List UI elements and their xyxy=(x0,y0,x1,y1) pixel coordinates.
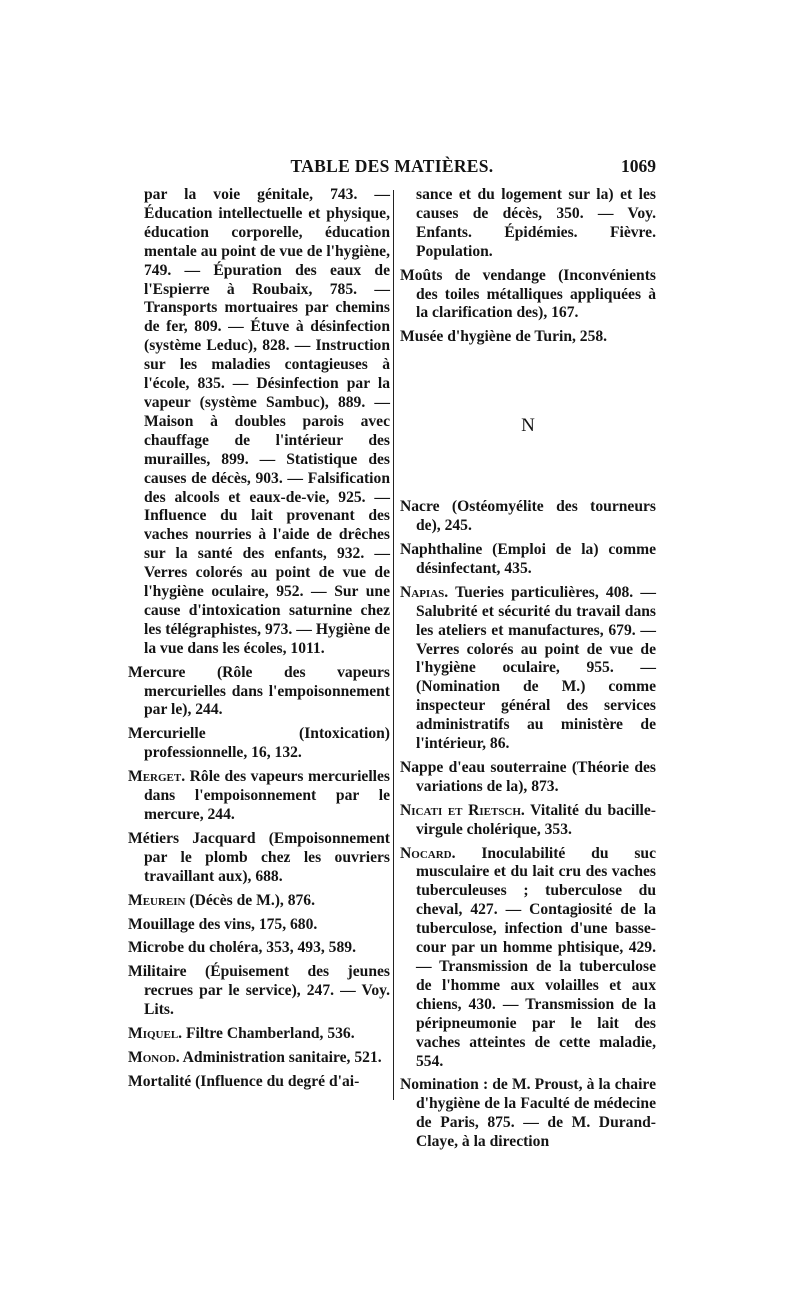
running-title: TABLE DES MATIÈRES. xyxy=(290,156,494,176)
left-column xyxy=(128,186,390,1097)
entry-text: Rôle des vapeurs mercurielles dans l'empoisonnement par le mercure, 244. xyxy=(144,768,390,823)
author-name: Nocard. xyxy=(400,844,456,862)
entry-text: (Décès de M.), 876. xyxy=(189,891,315,909)
index-entry xyxy=(128,1073,390,1092)
entry-text: Moûts de vendange (Inconvénients des toiles métalliques appliquées à la clarification des), 167. xyxy=(400,266,656,322)
index-entry-author xyxy=(400,802,656,840)
index-entry xyxy=(128,725,390,763)
entry-text: sance et du logement sur la) et les causes de décès, 350. — Voy. Enfants. Épidémies. Fièvre. Population. xyxy=(416,186,656,260)
index-entry xyxy=(400,498,656,536)
entry-text: Administration sanitaire, 521. xyxy=(182,1048,382,1066)
entry-text: Nomination : de M. Proust, à la chaire d'hygiène de la Faculté de médecine de Paris, 875. — de M. Durand-Claye, à la direction xyxy=(400,1076,656,1151)
index-entry xyxy=(128,963,390,1020)
index-entry xyxy=(400,267,656,324)
column-divider xyxy=(393,190,394,1100)
author-name: Meurein xyxy=(128,891,186,909)
entry-text: Filtre Chamberland, 536. xyxy=(185,1025,355,1043)
entry-text: Nappe d'eau souterraine (Théorie des variations de la), 873. xyxy=(400,758,656,795)
entry-text: Microbe du choléra, 353, 493, 589. xyxy=(128,939,356,957)
index-entry xyxy=(128,186,390,659)
entry-text: Vitalité du bacille-virgule cholérique, 353. xyxy=(416,801,656,838)
entry-text: Naphthaline (Emploi de la) comme désinfectant, 435. xyxy=(400,540,656,577)
index-entry xyxy=(400,759,656,797)
entry-text: Mortalité (Influence du degré d'ai- xyxy=(128,1072,360,1090)
author-name: Nicati et Rietsch. xyxy=(400,801,525,819)
index-entry-author xyxy=(128,768,390,825)
entry-text: Mercurielle (Intoxication) professionnelle, 16, 132. xyxy=(128,725,390,762)
index-entry xyxy=(400,328,656,347)
entry-text: Métiers Jacquard (Empoisonnement par le plomb chez les ouvriers travaillant aux), 688. xyxy=(128,829,390,885)
entry-text: Militaire (Épuisement des jeunes recrues par le service), 247. — Voy. Lits. xyxy=(128,963,390,1019)
author-name: Miquel. xyxy=(128,1025,183,1043)
right-column-bottom xyxy=(400,498,656,1152)
page-header xyxy=(128,156,656,186)
index-entry-author xyxy=(128,1049,390,1068)
index-entry xyxy=(128,916,390,935)
index-entry-author xyxy=(400,584,656,754)
index-entry-author xyxy=(128,892,390,911)
entry-text: Musée d'hygiène de Turin, 258. xyxy=(400,328,608,346)
index-entry xyxy=(128,939,390,958)
entry-text: Mouillage des vins, 175, 680. xyxy=(128,915,318,933)
entry-text: Mercure (Rôle des vapeurs mercurielles dans l'empoisonnement par le), 244. xyxy=(128,663,390,719)
entry-text: par la voie génitale, 743. — Éducation intellectuelle et physique, éducation corporelle, éducation mentale au point de vue de l'hygiène, 749. — Épuration des eaux de l'Espierre à Roubaix, 785. — Transports mortuaires par chemins de fer, 809. — Étuve à désinfection (système Leduc), 828. — Instruction sur les maladies contagieuses à l'école, 835. — Désinfection par la vapeur (système Sambuc), 889. — Maison à doubles parois avec chauffage de l'intérieur des murailles, 899. — Statistique des causes de décès, 903. — Falsification des alcools et eaux-de-vie, 925. — Influence du lait provenant des vaches nourries à l'aide de drêches sur la santé des enfants, 932. — Verres colorés au point de vue de l'hygiène oculaire, 952. — Sur une cause d'intoxication saturnine chez les télégraphistes, 973. — Hygiène de la vue dans les écoles, 1011. xyxy=(144,186,390,657)
entry-text: Nacre (Ostéomyélite des tourneurs de), 245. xyxy=(400,498,656,535)
index-entry xyxy=(400,186,656,262)
page-number: 1069 xyxy=(621,156,656,176)
author-name: Monod. xyxy=(128,1048,180,1066)
section-letter: N xyxy=(521,415,535,437)
index-entry-author xyxy=(128,1025,390,1044)
index-entry xyxy=(128,664,390,721)
index-entry xyxy=(128,830,390,887)
entry-text: Inoculabilité du suc musculaire et du lait cru des vaches tuberculeuses ; tuberculose du cheval, 427. — Contagiosité de la tuberculose, infection d'une basse-cour par un homme phtisique, 429. — Transmission de la tuberculose de l'homme aux volailles et aux chiens, 430. — Transmission de la péripneumonie par le lait des vaches atteintes de cette maladie, 554. xyxy=(416,844,656,1070)
index-entry xyxy=(400,541,656,579)
index-entry-author xyxy=(400,845,656,1072)
entry-text: Tueries particulières, 408. — Salubrité et sécurité du travail dans les ateliers et manufactures, 679. — Verres colorés au point de vue de l'hygiène oculaire, 955. — (Nomination de M.) comme inspecteur général des services administratifs au ministère de l'intérieur, 86. xyxy=(416,583,656,753)
author-name: Napias. xyxy=(400,583,449,601)
right-column xyxy=(400,186,656,1157)
author-name: Merget. xyxy=(128,768,186,786)
right-column-top xyxy=(400,186,656,347)
index-entry xyxy=(400,1076,656,1152)
